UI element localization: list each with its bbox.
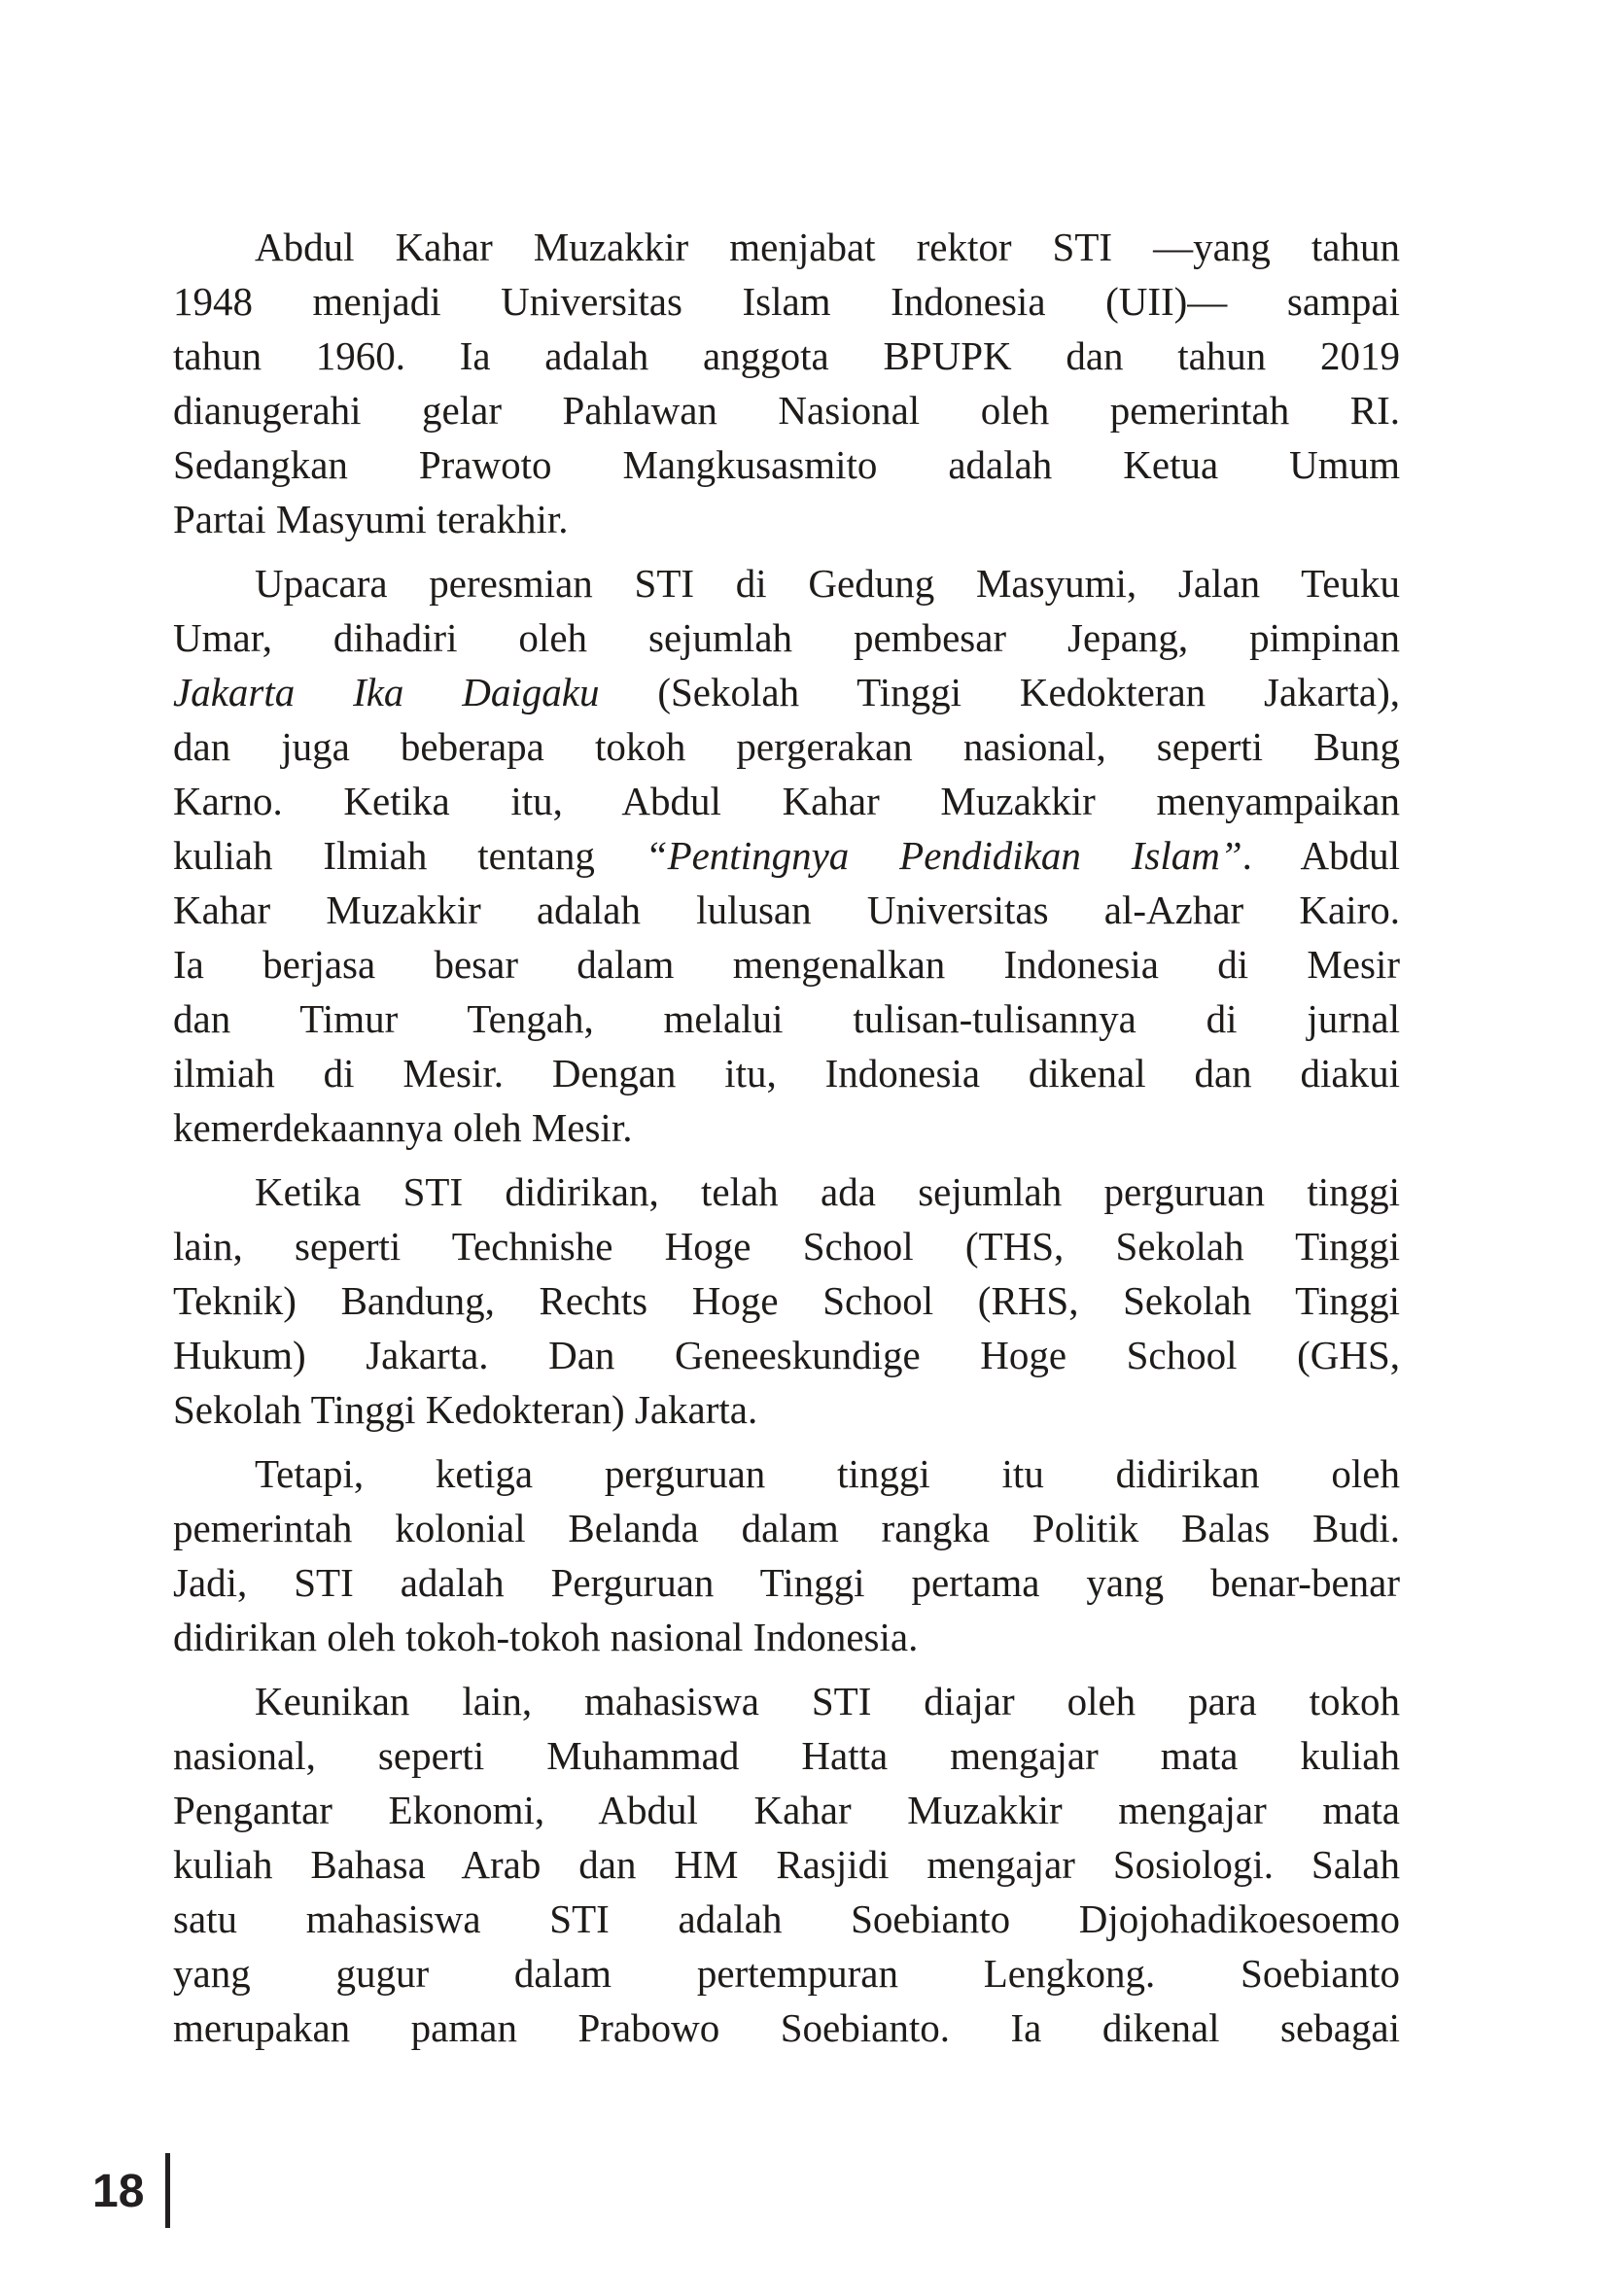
text-line bbox=[173, 1046, 1400, 1100]
text-segment: lain, seperti Technishe Hoge School (THS, Sekolah Tinggi bbox=[173, 1224, 1400, 1269]
page-number: 18 bbox=[92, 2166, 145, 2217]
text-line bbox=[173, 1328, 1400, 1382]
text-line bbox=[173, 937, 1400, 991]
text-line bbox=[173, 1783, 1400, 1837]
text-segment: Teknik) Bandung, Rechts Hoge School (RHS, Sekolah Tinggi bbox=[173, 1278, 1400, 1323]
footer-divider bbox=[165, 2153, 170, 2228]
text-line bbox=[173, 1273, 1400, 1328]
text-segment: 1948 menjadi Universitas Islam Indonesia (UII)— sampai bbox=[173, 279, 1400, 324]
text-segment: dan juga beberapa tokoh pergerakan nasional, seperti Bung bbox=[173, 724, 1400, 769]
text-line bbox=[173, 1946, 1400, 2000]
italic-text-segment: “Pentingnya Pendidikan Islam” bbox=[645, 833, 1242, 878]
text-line bbox=[173, 883, 1400, 937]
text-line bbox=[173, 1837, 1400, 1892]
text-segment: Sekolah Tinggi Kedokteran) Jakarta. bbox=[173, 1387, 758, 1432]
text-segment: kemerdekaannya oleh Mesir. bbox=[173, 1105, 633, 1150]
text-segment: Jadi, STI adalah Perguruan Tinggi pertama yang benar-benar bbox=[173, 1560, 1400, 1605]
italic-text-segment: Jakarta Ika Daigaku bbox=[173, 670, 600, 714]
text-line bbox=[173, 665, 1400, 719]
text-line bbox=[173, 1219, 1400, 1273]
text-line bbox=[173, 1610, 1400, 1664]
paragraph bbox=[173, 1446, 1400, 1664]
text-line bbox=[173, 991, 1400, 1046]
text-segment: merupakan paman Prabowo Soebianto. Ia dikenal sebagai bbox=[173, 2005, 1400, 2050]
text-line bbox=[173, 1100, 1400, 1155]
text-segment: Partai Masyumi terakhir. bbox=[173, 497, 569, 541]
paragraph bbox=[173, 1165, 1400, 1437]
text-segment: Kahar Muzakkir adalah lulusan Universitas al-Azhar Kairo. bbox=[173, 887, 1400, 932]
text-segment: dan Timur Tengah, melalui tulisan-tulisannya di jurnal bbox=[173, 996, 1400, 1041]
text-segment: Keunikan lain, mahasiswa STI diajar oleh para tokoh bbox=[255, 1679, 1400, 1723]
text-line bbox=[173, 437, 1400, 492]
text-line bbox=[173, 329, 1400, 383]
text-segment: Ketika STI didirikan, telah ada sejumlah perguruan tinggi bbox=[255, 1169, 1400, 1214]
text-line bbox=[173, 556, 1400, 610]
text-line bbox=[173, 1501, 1400, 1555]
text-segment: Hukum) Jakarta. Dan Geneeskundige Hoge School (GHS, bbox=[173, 1333, 1400, 1377]
text-segment: Pengantar Ekonomi, Abdul Kahar Muzakkir mengajar mata bbox=[173, 1788, 1400, 1832]
paragraph bbox=[173, 220, 1400, 546]
text-segment: pemerintah kolonial Belanda dalam rangka Politik Balas Budi. bbox=[173, 1506, 1400, 1550]
text-segment: Sedangkan Prawoto Mangkusasmito adalah Ketua Umum bbox=[173, 442, 1400, 487]
text-line bbox=[173, 1892, 1400, 1946]
text-segment: kuliah Bahasa Arab dan HM Rasjidi mengajar Sosiologi. Salah bbox=[173, 1842, 1400, 1887]
text-line bbox=[173, 719, 1400, 774]
text-segment: Umar, dihadiri oleh sejumlah pembesar Jepang, pimpinan bbox=[173, 615, 1400, 660]
text-segment: ilmiah di Mesir. Dengan itu, Indonesia dikenal dan diakui bbox=[173, 1051, 1400, 1096]
text-line bbox=[173, 828, 1400, 883]
text-segment: tahun 1960. Ia adalah anggota BPUPK dan tahun 2019 bbox=[173, 333, 1400, 378]
text-line bbox=[173, 774, 1400, 828]
text-segment: Ia berjasa besar dalam mengenalkan Indonesia di Mesir bbox=[173, 942, 1400, 987]
text-line bbox=[173, 1728, 1400, 1783]
text-segment: Tetapi, ketiga perguruan tinggi itu didirikan oleh bbox=[255, 1451, 1400, 1496]
text-line bbox=[173, 2000, 1400, 2055]
text-line bbox=[173, 1165, 1400, 1219]
text-line bbox=[173, 1446, 1400, 1501]
text-line bbox=[173, 274, 1400, 329]
text-line bbox=[173, 492, 1400, 546]
text-segment: . Abdul bbox=[1241, 833, 1400, 878]
text-segment: Karno. Ketika itu, Abdul Kahar Muzakkir menyampaikan bbox=[173, 779, 1400, 823]
text-segment: dianugerahi gelar Pahlawan Nasional oleh pemerintah RI. bbox=[173, 388, 1400, 433]
text-line bbox=[173, 610, 1400, 665]
text-line bbox=[173, 220, 1400, 274]
text-line bbox=[173, 1382, 1400, 1437]
paragraph bbox=[173, 1674, 1400, 2055]
text-line bbox=[173, 1555, 1400, 1610]
text-segment: kuliah Ilmiah tentang bbox=[173, 833, 646, 878]
text-segment: yang gugur dalam pertempuran Lengkong. Soebianto bbox=[173, 1951, 1400, 1996]
body-text-block bbox=[173, 220, 1400, 2055]
text-segment: nasional, seperti Muhammad Hatta mengajar mata kuliah bbox=[173, 1733, 1400, 1778]
text-line bbox=[173, 1674, 1400, 1728]
paragraph bbox=[173, 556, 1400, 1155]
text-line bbox=[173, 383, 1400, 437]
text-segment: Upacara peresmian STI di Gedung Masyumi, Jalan Teuku bbox=[255, 561, 1400, 606]
text-segment: Abdul Kahar Muzakkir menjabat rektor STI —yang tahun bbox=[255, 225, 1400, 269]
text-segment: didirikan oleh tokoh-tokoh nasional Indonesia. bbox=[173, 1615, 919, 1659]
text-segment: (Sekolah Tinggi Kedokteran Jakarta), bbox=[599, 670, 1400, 714]
text-segment: satu mahasiswa STI adalah Soebianto Djojohadikoesoemo bbox=[173, 1896, 1400, 1941]
